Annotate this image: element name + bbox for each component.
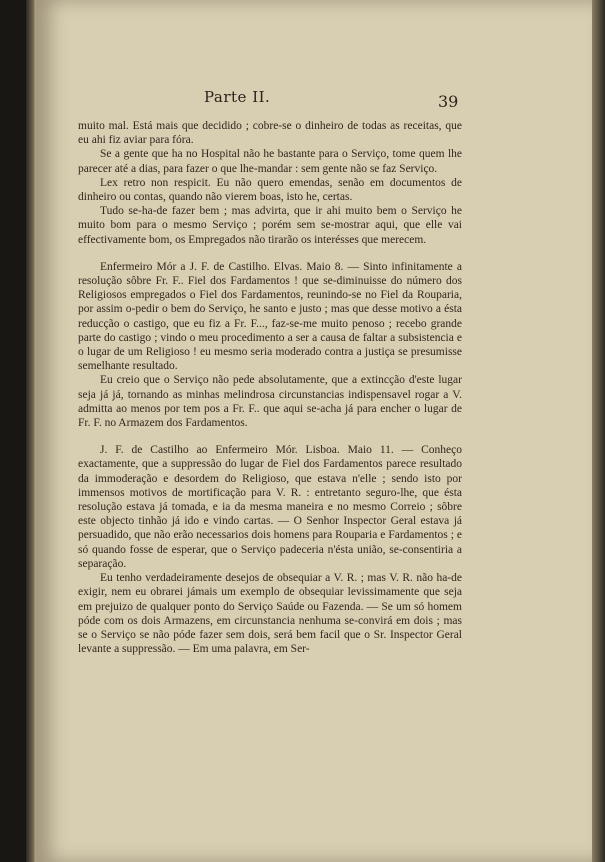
book-edge-right (592, 0, 605, 862)
book-edge-left (0, 0, 26, 862)
paragraph: Se a gente que ha no Hospital não he bastante para o Serviço, tome quem lhe parecer até a dias, para fazer o que lhe-mandar : sem gente não se faz Serviço. (78, 148, 462, 175)
paragraph: Eu creio que o Serviço não pede absolutamente, que a extincção d'este lugar seja já já, tornando as minhas melindrosa circunstancias indispensavel rogar a V. admitta ao menos por tem pos a Fr. F.. que aqui se-acha já para encher o lugar de Fr. F. no Armazem dos Fardamentos. (78, 374, 462, 430)
page-body (78, 119, 462, 656)
paragraph: muito mal. Está mais que decidido ; cobre-se o dinheiro de todas as receitas, que eu ahi fiz aviar para fóra. (78, 120, 462, 147)
book-gutter (26, 0, 36, 862)
letter-entry: J. F. de Castilho ao Enfermeiro Mór. Lisboa. Maio 11. — Conheço exactamente, que a suppressão do lugar de Fiel dos Fardamentos parece resultado da immoderação e desordem do Religioso, que estava n'elle ; sendo isto por immensos motivos de mortificação para V. R. : entretanto seguro-lhe, que ésta resolução estava já tomada, e ia da mesma maneira e no mesmo Correio ; sôbre este objecto tinhão já ido e vindo cartas. — O Senhor Inspector Geral estava já persuadido, que não erão necessarios dois homens para Rouparia e Fardamentos ; e só quando fosse de esperar, que o Serviço padeceria n'ésta união, se-consentiria a separação. (78, 444, 462, 570)
paragraph: Tudo se-ha-de fazer bem ; mas advirta, que ir ahi muito bem o Serviço he muito bom para o mesmo Serviço ; porém sem se-mostrar aqui, que elle vai effectivamente bom, os Empregados não tirarão os interésses que merecem. (78, 205, 462, 246)
running-header: Parte II. (204, 88, 271, 106)
letter-entry: Enfermeiro Mór a J. F. de Castilho. Elvas. Maio 8. — Sinto infinitamente a resolução sôbre Fr. F.. Fiel dos Fardamentos ! que se-diminuisse do número dos Religiosos empregados o Fiel dos Fardamentos, reunindo-se no Fiel da Rouparia, por assim o-pedir o bem do Serviço, he santo e justo ; mas que desse motivo a ésta reducção o castigo, que eu fiz a Fr. F..., faz-se-me muito penoso ; recebo grande parte do castigo ; vindo o meu procedimento a ser a causa de faltar a subsistencia e o lugar de um Religioso ! eu mesmo seria moderado contra a justiça se presumisse semelhante resultado. (78, 260, 462, 373)
page-number: 39 (438, 92, 459, 111)
paragraph: Eu tenho verdadeiramente desejos de obsequiar a V. R. ; mas V. R. não ha-de exigir, nem eu obrarei jámais um exemplo de obsequiar levissimamente que seja em prejuizo de qualquer ponto do Serviço Saúde ou Fazenda. — Se um só homem póde com os dois Armazens, em circunstancia nenhuma se-convirá em dois ; mas se o Serviço se não póde fazer sem dois, será bem facil que o Sr. Inspector Geral levante a suppressão. — Em uma palavra, em Ser- (78, 572, 462, 656)
paragraph: Lex retro non respicit. Eu não quero emendas, senão em documentos de dinheiro ou contas, quando não vierem boas, isto he, certas. (78, 176, 462, 204)
